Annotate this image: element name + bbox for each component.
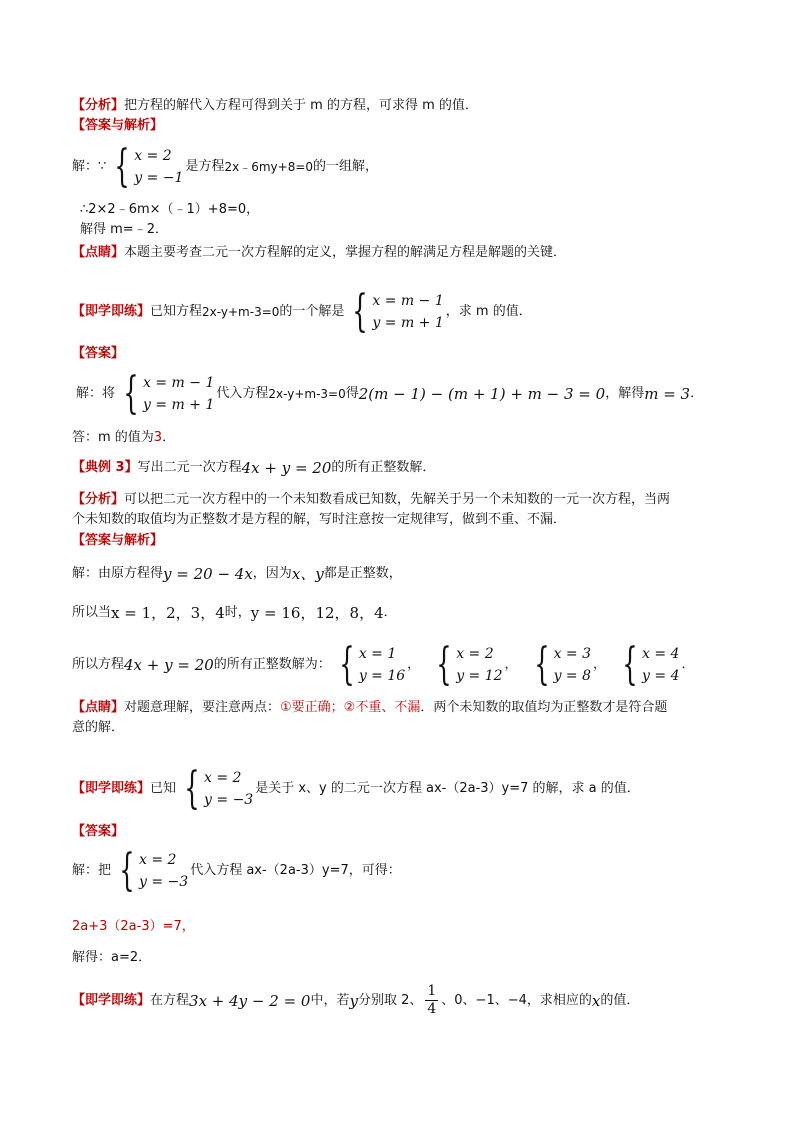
example-pre: 写出二元一次方程 <box>137 460 242 475</box>
solution-3-line-3 <box>72 639 695 690</box>
practice-pre: 在方程 <box>150 992 190 1008</box>
solution-equation: 4x + y = 20 <box>124 656 214 674</box>
practice-post1: 、0、−1、−4，求相应的 <box>441 992 592 1008</box>
system-row-y: y = 4 <box>642 668 680 684</box>
example-equation: 4x + y = 20 <box>241 459 332 477</box>
solution-post2: ． <box>690 386 704 401</box>
equation-text: 2x-y+m-3=0 <box>202 305 280 319</box>
practice-tag: 【即学即练】 <box>72 992 151 1008</box>
solution-pre: 所以当 <box>72 605 112 620</box>
analysis-line-2: 个未知数的取值均为正整数才是方程的解，写时注意按一定规律写，做到不重、不漏． <box>72 512 567 527</box>
solution-equation: y = 20 − 4x <box>163 565 253 583</box>
practice-pre: 已知 <box>150 781 177 796</box>
solution-post: 都是正整数， <box>323 566 402 581</box>
point-tag: 【点睛】 <box>72 245 125 260</box>
analysis-paragraph-3-cont <box>72 510 566 530</box>
solution-step: 2a+3（2a-3）=7， <box>72 919 195 934</box>
point-paragraph-1 <box>72 243 566 263</box>
system-row-y: y = 8 <box>553 668 592 684</box>
equation-system-4 <box>616 639 680 690</box>
solution-post: ． <box>383 605 397 620</box>
solution-step: ∴2×2﹣6m×（﹣1）+8=0， <box>80 202 260 217</box>
answer-heading-2 <box>72 344 124 364</box>
fraction-denominator: 4 <box>427 1001 437 1017</box>
y-values: y = 16，12，8，4 <box>250 604 384 622</box>
solution-result: m = 3 <box>644 385 691 403</box>
system-row-y: y = −3 <box>139 874 189 890</box>
solution-2-line-1 <box>76 368 704 419</box>
answer-analysis-heading-1 <box>72 116 163 136</box>
practice-mid2: 分别取 2、 <box>357 992 423 1008</box>
equation-system-1 <box>333 639 406 690</box>
system-row-y: y = 12 <box>456 668 503 684</box>
analysis-paragraph-3 <box>72 490 670 510</box>
solution-4-line-3 <box>72 948 151 968</box>
solution-post: 代入方程 ax-（2a-3）y=7，可得： <box>190 863 401 878</box>
separator: ， <box>593 657 607 672</box>
answer-tag: 【答案】 <box>72 346 125 361</box>
answer-analysis-heading-3 <box>72 531 163 551</box>
brace-symbol: { <box>184 763 200 814</box>
practice-1 <box>72 286 532 337</box>
fraction-one-quarter <box>425 983 438 1018</box>
solution-mid: 时， <box>224 605 251 620</box>
solution-3-line-2 <box>72 603 397 623</box>
practice-mid: 中，若 <box>310 992 350 1008</box>
analysis-tag: 【分析】 <box>72 98 125 113</box>
analysis-line-1: 可以把二元一次方程中的一个未知数看成已知数，先解关于另一个未知数的一元一次方程，当两 <box>124 492 671 507</box>
brace-symbol: { <box>114 141 130 192</box>
answer-tag: 【答案】 <box>72 824 125 839</box>
system-row-x: x = m − 1 <box>372 293 444 309</box>
analysis-paragraph-1 <box>72 96 478 116</box>
point-text-a: 对题意理解，要注意两点： <box>124 700 281 715</box>
separator: ， <box>504 657 518 672</box>
point-tag: 【点睛】 <box>72 700 125 715</box>
solution-mid-text: 代入方程 <box>216 386 269 401</box>
equation-system-3 <box>528 639 592 690</box>
practice-pre: 已知方程 <box>150 304 203 319</box>
separator: ， <box>407 657 421 672</box>
answer-pre: 答：m 的值为 <box>72 430 154 445</box>
system-row-x: x = m − 1 <box>143 375 215 391</box>
solution-1-line-3 <box>80 220 168 240</box>
solution-4-line-1 <box>72 845 401 896</box>
brace-symbol: { <box>123 368 139 419</box>
system-row-x: x = 2 <box>139 852 177 868</box>
solution-mid-text: 是方程 <box>185 159 225 174</box>
substituted-expression: 2(m − 1) − (m + 1) + m − 3 = 0 <box>358 385 606 403</box>
system-row-y: y = m + 1 <box>372 315 444 331</box>
system-row-x: x = 2 <box>134 148 172 164</box>
practice-post2: 的值． <box>600 992 640 1008</box>
answer-value: 3 <box>153 430 163 445</box>
system-row-y: y = m + 1 <box>143 397 215 413</box>
brace-symbol: { <box>339 639 355 690</box>
brace-symbol: { <box>119 845 135 896</box>
brace-symbol: { <box>436 639 452 690</box>
example-3 <box>72 458 435 478</box>
example-post: 的所有正整数解． <box>331 460 436 475</box>
variable-x: x <box>591 991 601 1010</box>
brace-symbol: { <box>352 286 369 337</box>
equation-system <box>117 368 215 419</box>
equation-system <box>113 845 189 896</box>
practice-post: ，求 m 的值． <box>445 304 532 319</box>
solution-3-line-1 <box>72 564 402 584</box>
practice-3 <box>72 983 639 1018</box>
equation-text: 2x-y+m-3=0 <box>268 387 346 401</box>
solution-post1: ，解得 <box>605 386 645 401</box>
solution-1-line-1 <box>72 141 379 192</box>
solution-suffix: 的一组解， <box>313 159 379 174</box>
point-paragraph-3 <box>72 698 667 718</box>
system-row-x: x = 2 <box>456 646 494 662</box>
system-row-y: y = 16 <box>358 668 406 684</box>
equation-system-2 <box>430 639 503 690</box>
analysis-tag: 【分析】 <box>72 492 125 507</box>
solution-pre: 解：由原方程得 <box>72 566 164 581</box>
solution-result: 解得 m=﹣2． <box>80 222 168 237</box>
system-row-x: x = 2 <box>204 770 242 786</box>
point-text-highlight: ①要正确；②不重、不漏 <box>280 700 421 715</box>
practice-post: 是关于 x、y 的二元一次方程 ax-（2a-3）y=7 的解，求 a 的值． <box>255 781 640 796</box>
solution-mid: 的所有正整数解为： <box>213 657 331 672</box>
fraction-numerator: 1 <box>427 983 437 999</box>
practice-tag: 【即学即练】 <box>72 781 151 796</box>
answer-analysis-tag: 【答案与解析】 <box>72 533 164 548</box>
system-row-x: x = 3 <box>553 646 591 662</box>
example-tag: 【典例 3】 <box>72 460 138 475</box>
solution-variables: x、y <box>291 565 324 583</box>
point-paragraph-3-cont <box>72 718 124 738</box>
answer-post: ． <box>162 430 176 445</box>
practice-tag: 【即学即练】 <box>72 304 151 319</box>
solution-result: 解得：a=2． <box>72 950 152 965</box>
system-row-y: y = −3 <box>204 792 254 808</box>
solution-prefix: 解：把 <box>72 863 112 878</box>
solution-prefix: 解：将 <box>76 386 116 401</box>
equation-system <box>108 141 184 192</box>
analysis-text: 把方程的解代入方程可得到关于 m 的方程，可求得 m 的值． <box>124 98 478 113</box>
system-row-x: x = 4 <box>642 646 680 662</box>
answer-analysis-tag: 【答案与解析】 <box>72 118 164 133</box>
brace-symbol: { <box>622 639 638 690</box>
solution-4-line-2 <box>72 917 195 937</box>
solution-1-line-2 <box>80 200 259 220</box>
point-text: 本题主要考查二元一次方程解的定义，掌握方程的解满足方程是解题的关键． <box>124 245 567 260</box>
practice-2 <box>72 763 640 814</box>
point-text-l2: 意的解． <box>72 720 125 735</box>
point-text-c: ．两个未知数的取值均为正整数才是符合题 <box>420 700 668 715</box>
answer-heading-4 <box>72 822 124 842</box>
variable-y: y <box>349 991 358 1010</box>
equation-text: 2x﹣6my+8=0 <box>224 160 314 174</box>
equation-system <box>178 763 254 814</box>
practice-mid: 的一个解是 <box>279 304 345 319</box>
solution-2-answer <box>72 428 175 448</box>
solution-mid2: 得 <box>345 386 359 401</box>
brace-symbol: { <box>533 639 550 690</box>
solution-post: ． <box>681 657 695 672</box>
practice-equation: 3x + 4y − 2 = 0 <box>189 991 311 1010</box>
solution-prefix: 解：∵ <box>72 159 107 174</box>
system-row-y: y = −1 <box>134 170 184 186</box>
solution-pre: 所以方程 <box>72 657 125 672</box>
solution-mid: ，因为 <box>252 566 292 581</box>
equation-system <box>346 286 444 337</box>
x-values: x = 1，2，3，4 <box>111 604 225 622</box>
system-row-x: x = 1 <box>358 646 397 662</box>
